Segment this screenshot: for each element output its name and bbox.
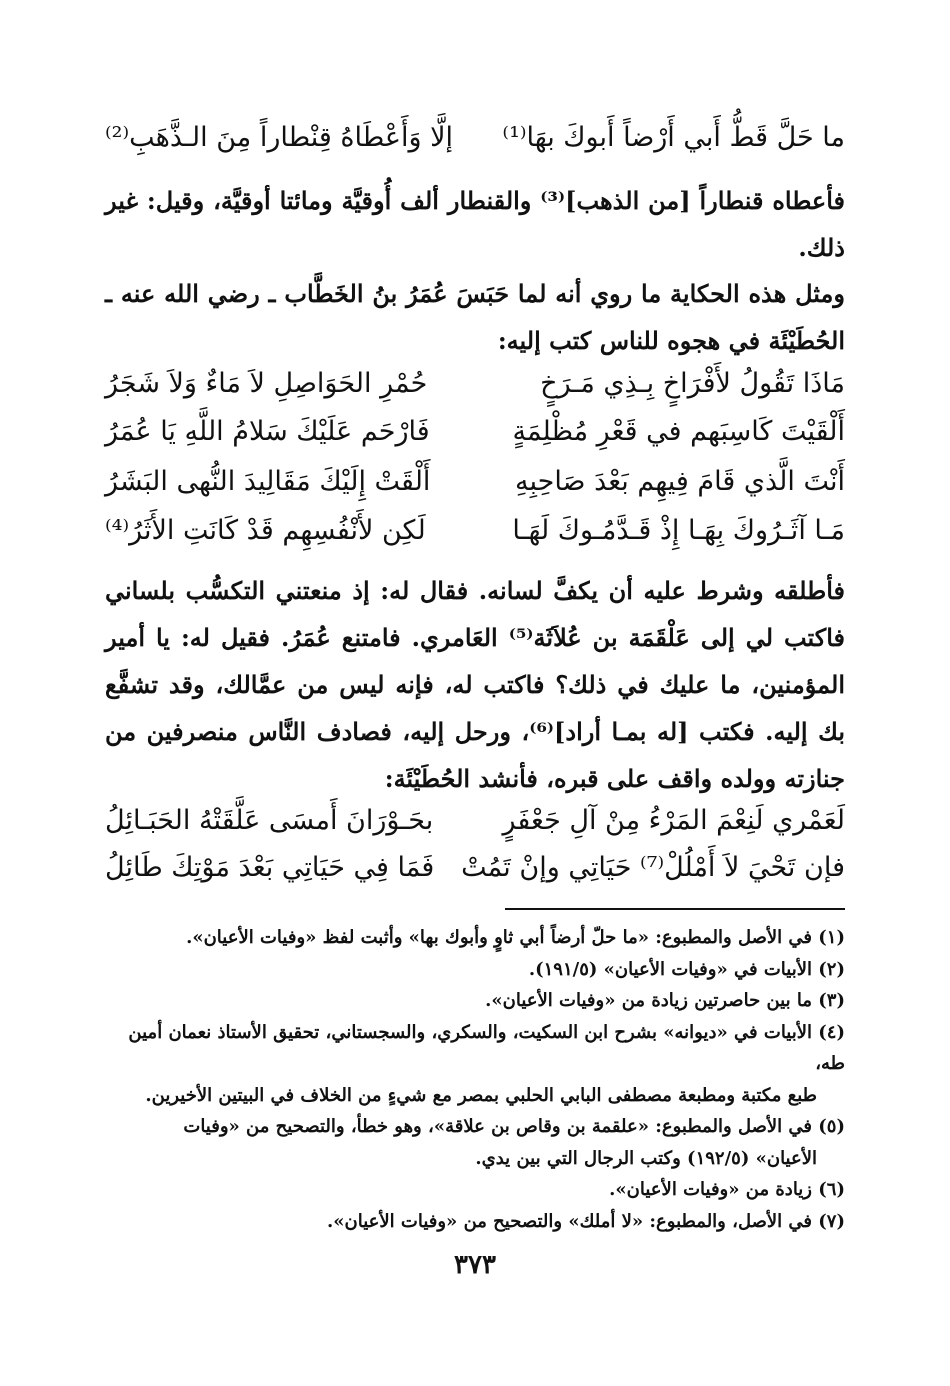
- poem2-line-1: [105, 805, 845, 836]
- footnote-5-continued: الأعيان» (١٩٢/٥) وكتب الرجال التي بين يدي.: [475, 1147, 817, 1169]
- poem1-line-1: [105, 368, 845, 399]
- footnote-4: (٤) الأبيات في «ديوانه» بشرح ابن السكيت، والسكري، والسجستاني، تحقيق الأستاذ نعمان أمين طه،: [128, 1021, 845, 1074]
- verse-first-hemistich: فإن تَحْيَ لاَ أَمْلُلْ⁽⁷⁾ حَيَاتِي وإنْ تَمُتْ: [461, 852, 845, 883]
- verse-second-hemistich: حُمْرِ الحَوَاصِلِ لاَ مَاءٌ وَلاَ شَجَرُ: [105, 368, 428, 399]
- footnote-2: (٢) الأبيات في «وفيات الأعيان» (١٩١/٥).: [528, 958, 845, 980]
- verse-second-hemistich: فَارْحَم عَلَيْكَ سَلامُ اللَّهِ يَا عُمَرُ: [105, 416, 430, 447]
- footnote-3: (٣) ما بين حاصرتين زيادة من «وفيات الأعيان».: [485, 990, 845, 1011]
- footnote-divider: [505, 908, 845, 910]
- verse-second-hemistich: إلَّا وَأَعْطَاهُ قِنْطاراً مِنَ الـذَّهَبِ⁽²⁾: [105, 122, 454, 153]
- verse-first-hemistich: مَاذَا تَقُولُ لأَفْرَاخٍ بِـذِي مَـرَخٍ: [540, 368, 845, 399]
- footnote-4-continued: طبع مكتبة ومطبعة مصطفى البابي الحلبي بمصر مع شيءٍ من الخلاف في البيتين الأخيرين.: [145, 1084, 817, 1106]
- paragraph-release-story: فأطلقه وشرط عليه أن يكفَّ لسانه. فقال له: إذ منعتني التكسُّب بلساني فاكتب لي إلى عَلْقَمَة بن عُلاَثَة⁽⁵⁾ العَامري. فامتنع عُمَرُ. فقيل له: يا أمير المؤمنين، ما عليك في ذلك؟ فاكتب له، فإنه ليس من عمَّالك، وقد تشفَّع بك إليه. فكتب [له بمـا أراد]⁽⁶⁾، ورحل إليه، فصادف النَّاس منصرفين من جنازته وولده واقف على قبره، فأنشد الحُطَيْئَة:: [105, 576, 846, 793]
- opening-verse: [105, 122, 845, 153]
- verse-second-hemistich: أَلْقَتْ إِلَيْكَ مَقَالِيدَ النُّهى البَشَرُ: [105, 466, 431, 497]
- verse-second-hemistich: فَمَا فِي حَيَاتِي بَعْدَ مَوْتِكَ طَائِلُ: [105, 852, 435, 883]
- footnotes: [105, 922, 845, 1237]
- paragraph-hutayah-intro: ومثل هذه الحكاية ما روي أنه لما حَبَسَ عُمَرُ بنُ الخَطَّاب ـ رضي الله عنه ـ الحُطَيْئَة في هجوه للناس كتب إليه:: [105, 279, 845, 355]
- footnote-7: (٧) في الأصل، والمطبوع: «لا أملك» والتصحيح من «وفيات الأعيان».: [326, 1210, 845, 1232]
- poem1-line-4: [105, 515, 845, 546]
- paragraph-qintar: فأعطاه قنطاراً [من الذهب]⁽³⁾ والقنطار ألف أُوقيَّة ومائتا أوقيَّة، وقيل: غير ذلك.: [105, 186, 845, 262]
- verse-first-hemistich: لَعَمْري لَنِعْمَ المَرْءُ مِنْ آلِ جَعْفَرٍ: [502, 805, 845, 836]
- footnote-6: (٦) زيادة من «وفيات الأعيان».: [609, 1179, 845, 1200]
- footnote-5: (٥) في الأصل والمطبوع: «علقمة بن وقاص بن علاقة»، وهو خطأ، والتصحيح من «وفيات: [183, 1116, 845, 1137]
- verse-second-hemistich: بحَـوْرَانَ أَمسَى عَلَّقَتْهُ الحَبَـائِلُ: [105, 805, 434, 836]
- footnote-1: (١) في الأصل والمطبوع: «ما حلّ أرضاً أبي ثاوٍ وأبوك بها» وأثبت لفظ «وفيات الأعيان».: [186, 927, 845, 948]
- verse-first-hemistich: أَنْتَ الَّذي قَامَ فِيهِم بَعْدَ صَاحِبِهِ: [515, 466, 845, 497]
- verse-second-hemistich: لَكِن لأَنْفُسِهِم قَدْ كَانَتِ الأَثَرُ⁽⁴⁾: [105, 515, 426, 546]
- verse-first-hemistich: ما حَلَّ قَطُّ أَبي أَرْضاً أَبوكَ بهَا⁽¹⁾: [502, 122, 845, 153]
- poem2-line-2: [105, 852, 845, 883]
- poem1-line-2: [105, 416, 845, 447]
- page-number: ٣٧٣: [454, 1250, 496, 1280]
- poem1-line-3: [105, 466, 845, 497]
- verse-first-hemistich: مَـا آثَـرُوكَ بِهَـا إِذْ قَـدَّمُـوكَ لَهَـا: [512, 515, 845, 546]
- verse-first-hemistich: أَلْقَيْتَ كَاسِبَهم في قَعْرِ مُظْلِمَةٍ: [512, 416, 845, 447]
